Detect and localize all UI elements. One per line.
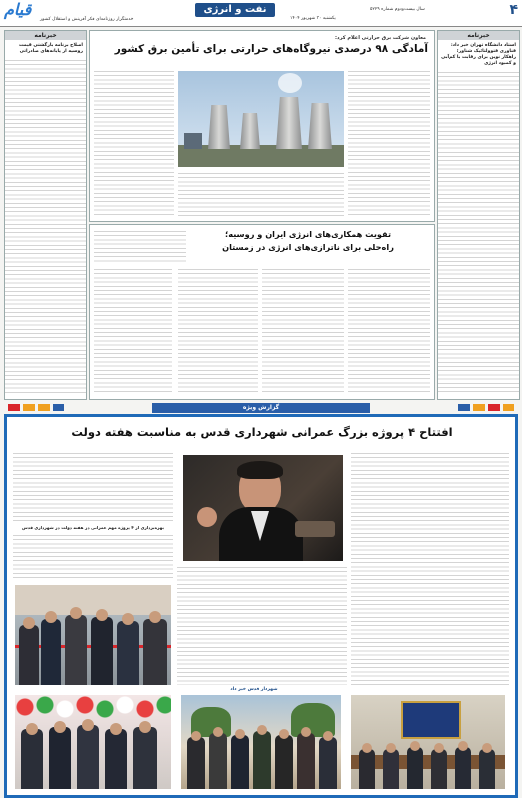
middle-story-text-col1 — [348, 267, 430, 395]
special-report-text-center — [177, 565, 347, 685]
meeting-room-photo — [351, 695, 505, 789]
top-story — [89, 30, 435, 222]
right-column — [437, 30, 520, 400]
top-story-text-left — [94, 69, 174, 217]
decor-squares-left — [8, 404, 64, 411]
top-story-title: آمادگی ۹۸ درصدی نیروگاه‌های حرارتی برای تأمین برق کشور — [114, 43, 428, 55]
top-story-kicker: معاون شرکت برق حرارتی اعلام کرد: — [335, 35, 426, 41]
middle-story-text-col3 — [178, 267, 258, 395]
top-story-text-under-photo — [178, 171, 344, 217]
special-report-text-right — [351, 451, 509, 685]
right-column-label: خبرنامه — [438, 31, 519, 40]
date-issue: یکشنبه ۳۰ شهریور ۱۴۰۴ — [290, 16, 336, 21]
middle-story-text-col2 — [262, 267, 344, 395]
special-report-subhead: بهره‌برداری از ۴ پروژه مهم عمرانی در هفته دولت در شهرداری قدس — [22, 525, 164, 530]
middle-story-title-line1: تقویت همکاری‌های انرژی ایران و روسیه؛ — [224, 229, 392, 239]
section-title: نفت و انرژی — [203, 4, 267, 15]
right-column-text — [438, 70, 519, 395]
year-issue: سال بیست‌ودوم شماره ۵۲۲۹ — [370, 7, 425, 12]
special-report-label: گزارش ویژه — [242, 404, 280, 411]
page-number: ۴ — [509, 2, 518, 18]
special-report-text-left-mid — [13, 533, 173, 579]
special-report-title: افتتاح ۴ پروژه بزرگ عمرانی شهرداری قدس به مناسبت هفته دولت — [71, 425, 453, 439]
newspaper-logo: قیام — [4, 0, 32, 19]
middle-story-title-box — [190, 229, 426, 263]
special-report-frame — [4, 414, 518, 798]
decor-squares-right — [458, 404, 514, 411]
left-column-title: اصلاح برنامه بازگشتی قیمت روسیه از پایانه‌های صادراتی — [18, 43, 83, 54]
left-column-text — [5, 58, 86, 393]
power-plant-photo — [178, 71, 344, 167]
middle-story-text-top-left — [94, 229, 186, 263]
middle-story-title-line2: راه‌حلی برای ناترازی‌های انرژی در زمستان — [222, 242, 394, 252]
middle-story — [89, 224, 435, 400]
outdoor-group-photo — [181, 695, 341, 789]
middle-story-text-col4 — [94, 267, 172, 395]
special-report-caption: شهردار قدس خبر داد — [230, 687, 278, 692]
balloon-ceremony-photo — [15, 695, 171, 789]
special-report-label-bar — [152, 403, 370, 413]
ribbon-cutting-photo — [15, 585, 171, 685]
left-column — [4, 30, 87, 400]
official-portrait-photo — [183, 455, 343, 561]
page-header — [0, 0, 522, 27]
special-report-band — [0, 402, 522, 414]
newspaper-tagline: خدمتگزار روزنامه‌ای فکر آفرینش و استقلال‌ کشور — [40, 17, 134, 22]
section-title-badge — [195, 3, 275, 17]
top-story-text-right — [348, 69, 430, 217]
right-column-title: استاد دانشگاه تهران خبر داد: فناوری فتوولتائیک شناور؛ راهکار نوین برای رقابت با کم‌آبی و کمبود انرژی — [441, 43, 516, 66]
special-report-text-left-top — [13, 451, 173, 523]
left-column-label: خبرنامه — [5, 31, 86, 40]
